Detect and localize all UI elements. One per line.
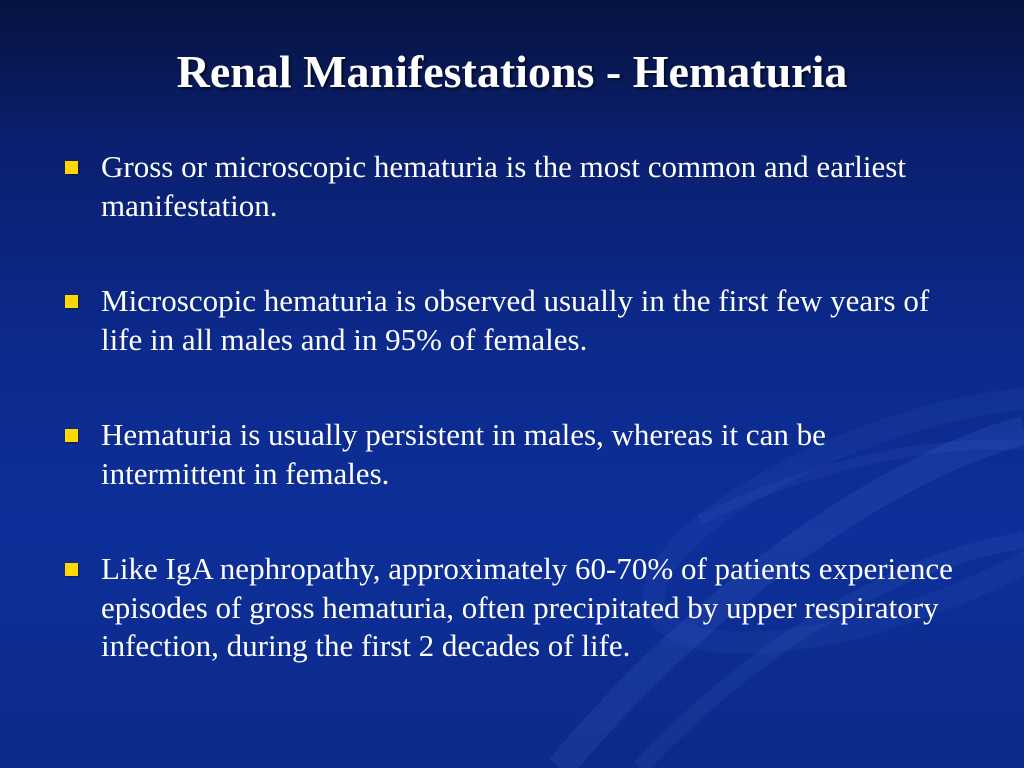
square-bullet-icon bbox=[65, 295, 78, 308]
square-bullet-icon bbox=[65, 161, 78, 174]
bullet-text: Hematuria is usually persistent in males, whereas it can be intermittent in females. bbox=[101, 417, 826, 491]
bullet-text: Like IgA nephropathy, approximately 60-70% of patients experience episodes of gross hematuria, often precipitated by upper respiratory infection, during the first 2 decades of life. bbox=[101, 551, 953, 663]
bullet-list bbox=[62, 148, 962, 666]
bullet-item bbox=[62, 550, 962, 666]
bullet-text: Microscopic hematuria is observed usually in the first few years of life in all males and in 95% of females. bbox=[101, 283, 930, 357]
bullet-text: Gross or microscopic hematuria is the most common and earliest manifestation. bbox=[101, 149, 906, 223]
bullet-item bbox=[62, 148, 962, 225]
bullet-item bbox=[62, 282, 962, 359]
square-bullet-icon bbox=[65, 563, 78, 576]
bullet-item bbox=[62, 416, 962, 493]
square-bullet-icon bbox=[65, 429, 78, 442]
slide-title: Renal Manifestations - Hematuria bbox=[176, 46, 848, 97]
